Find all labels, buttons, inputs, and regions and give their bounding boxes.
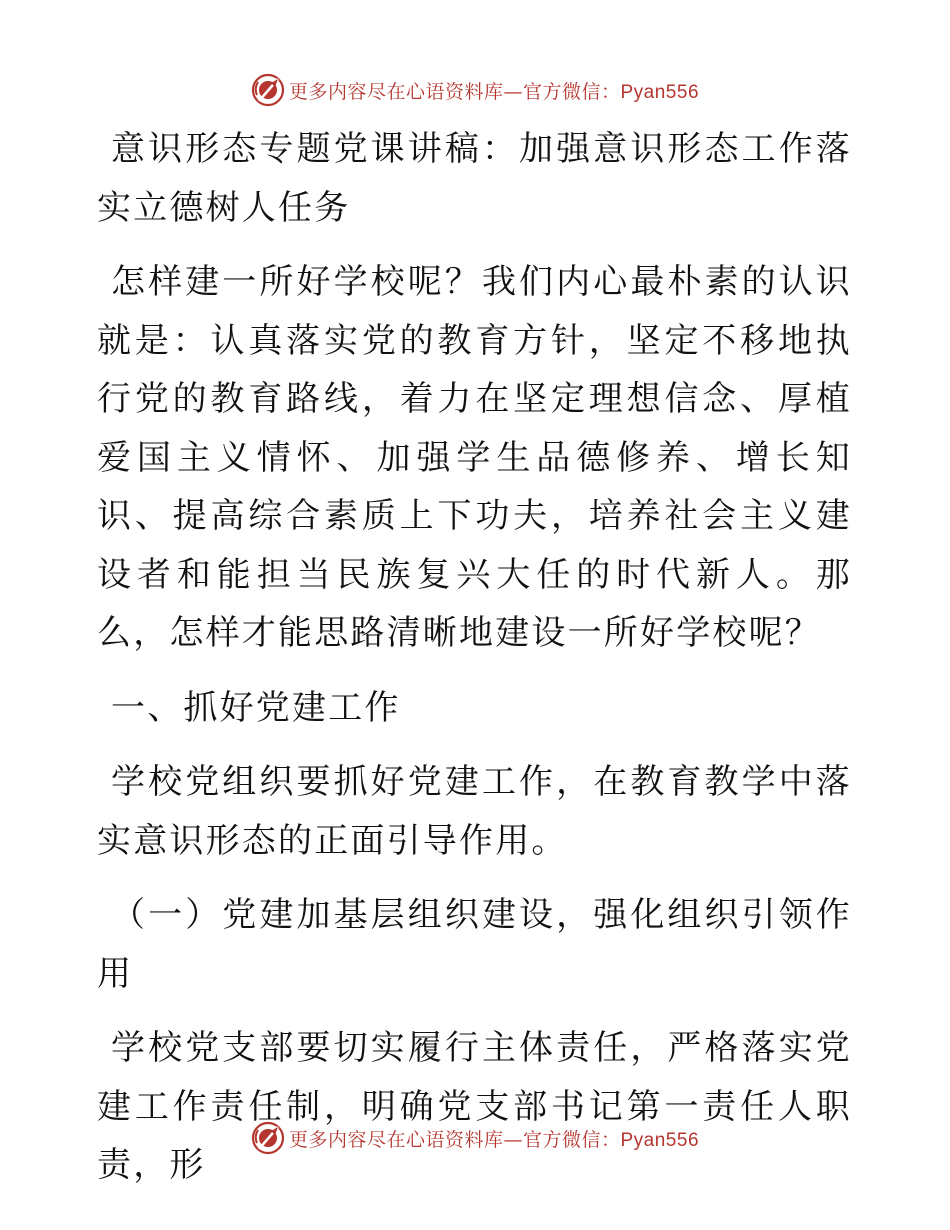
section-heading-1: 一、抓好党建工作 — [111, 687, 401, 728]
paragraph-subsection-1: 学校党支部要切实履行主体责任，严格落实党建工作责任制，明确党支部书记第一责任人职责，形 — [97, 1028, 852, 1185]
watermark-account: Pyan556 — [620, 81, 700, 103]
watermark-text: 更多内容尽在心语资料库—官方微信：Pyan556 — [288, 80, 700, 103]
watermark-banner-bottom — [0, 1118, 950, 1158]
document-body — [97, 120, 852, 1209]
quill-logo-icon — [251, 73, 285, 107]
subsection-heading-1: （一）党建加基层组织建设，强化组织引领作用 — [97, 895, 852, 994]
paragraph-section-1: 学校党组织要抓好党建工作，在教育教学中落实意识形态的正面引导作用。 — [97, 762, 852, 861]
document-title: 意识形态专题党课讲稿：加强意识形态工作落实立德树人任务 — [97, 129, 852, 228]
quill-logo-icon — [251, 1121, 285, 1155]
paragraph-intro: 怎样建一所好学校呢？我们内心最朴素的认识就是：认真落实党的教育方针，坚定不移地执行党的教育路线，着力在坚定理想信念、厚植爱国主义情怀、加强学生品德修养、增长知识、提高综合素质上下功夫，培养社会主义建设者和能担当民族复兴大任的时代新人。那么，怎样才能思路清晰地建设一所好学校呢？ — [97, 262, 852, 653]
watermark-account: Pyan556 — [620, 1129, 700, 1151]
watermark-text: 更多内容尽在心语资料库—官方微信：Pyan556 — [288, 1128, 700, 1151]
watermark-banner-top — [0, 70, 950, 110]
